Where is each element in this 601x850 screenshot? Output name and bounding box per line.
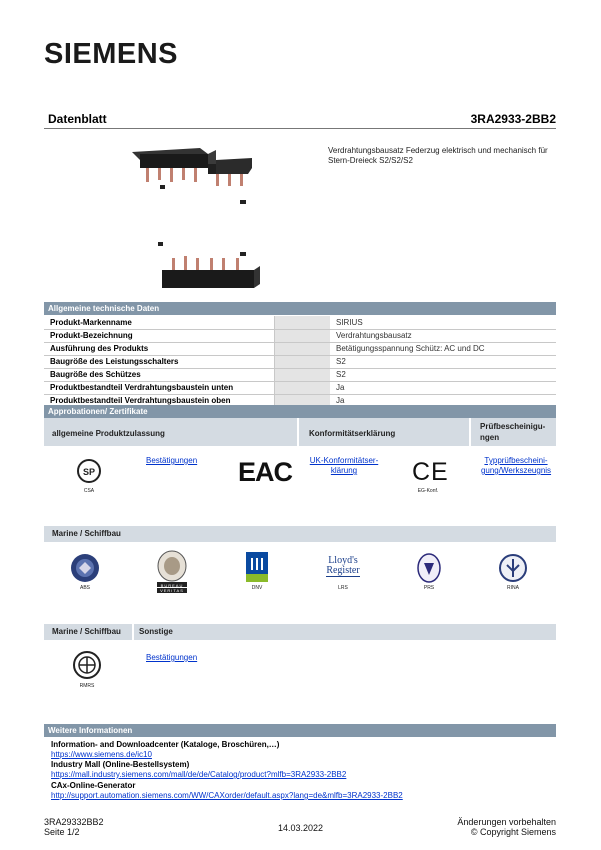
spec-value: Ja [330, 394, 556, 407]
spec-row [44, 381, 556, 394]
link-bestaetigungen-1[interactable]: Bestätigungen [146, 456, 198, 465]
abs-label: ABS [79, 585, 90, 591]
footer-page: Seite 1/2 [44, 827, 80, 837]
spec-row [44, 342, 556, 355]
link-typpruef[interactable]: Typprüfbescheini-gung/Werkszeugnis [480, 456, 552, 475]
spec-key: Produktbestandteil Verdrahtungsbaustein unten [44, 381, 274, 394]
section-approvals-header: Approbationen/ Zertifikate [44, 405, 556, 418]
info-downloadcenter-title: Information- and Downloadcenter (Kataloge, Broschüren,…) [51, 740, 280, 749]
spec-value: S2 [330, 355, 556, 368]
footer-copyright: © Copyright Siemens [470, 827, 556, 837]
dnv-label: DNV [251, 585, 263, 591]
spec-value: Ja [330, 381, 556, 394]
info-industry-mall-title: Industry Mall (Online-Bestellsystem) [51, 760, 190, 769]
spec-value: SIRIUS [330, 316, 556, 329]
lloyds-register-logo-icon: Lloyd's Register [326, 555, 360, 576]
info-cax-link[interactable]: http://support.automation.siemens.com/WW/CAXorder/default.aspx?lang=de&mlfb=3RA2933-2BB2 [51, 791, 403, 800]
info-downloadcenter-link[interactable]: https://www.siemens.de/ic10 [51, 750, 152, 759]
bureau-veritas-label: BUREAU VERITAS [160, 583, 184, 593]
spec-spacer [274, 381, 330, 394]
spec-key: Baugröße des Leistungsschalters [44, 355, 274, 368]
spec-value: S2 [330, 368, 556, 381]
spec-row [44, 329, 556, 342]
link-uk-konformitaet[interactable]: UK-Konformitätser-klärung [309, 456, 379, 475]
csa-label: CSA [83, 488, 95, 494]
rina-logo-icon [498, 553, 528, 583]
footer-date: 14.03.2022 [278, 823, 324, 833]
siemens-logo: SIEMENS [44, 38, 179, 70]
spec-row [44, 368, 556, 381]
spec-key: Ausführung des Produkts [44, 342, 274, 355]
rina-label: RINA [507, 585, 519, 591]
prs-label: PRS [423, 585, 435, 591]
general-spec-table [44, 316, 556, 408]
spec-spacer [274, 329, 330, 342]
spec-value: Verdrahtungsbausatz [330, 329, 556, 342]
spec-spacer [274, 355, 330, 368]
spec-value: Betätigungsspannung Schütz: AC und DC [330, 342, 556, 355]
spec-row [44, 316, 556, 329]
spec-spacer [274, 316, 330, 329]
footer-order-number: 3RA29332BB2 [44, 817, 104, 827]
eac-logo-icon: EAC [238, 457, 293, 487]
approvals-col-general: allgemeine Produktzulassung [44, 418, 297, 446]
approvals-col-test: Prüfbescheinigu-ngen [471, 418, 556, 446]
rmrs-logo-icon [72, 650, 102, 680]
spec-key: Baugröße des Schützes [44, 368, 274, 381]
product-image [120, 140, 270, 295]
doc-title: Datenblatt [48, 112, 107, 126]
lrs-label: LRS [338, 585, 348, 591]
info-industry-mall-link[interactable]: https://mall.industry.siemens.com/mall/de/de/Catalog/product?mlfb=3RA2933-2BB2 [51, 770, 347, 779]
link-bestaetigungen-2[interactable]: Bestätigungen [146, 653, 198, 662]
footer-changes: Änderungen vorbehalten [457, 817, 556, 827]
product-description: Verdrahtungsbausatz Federzug elektrisch und mechanisch für Stern-Dreieck S2/S2/S2 [328, 146, 548, 165]
svg-text:SP: SP [82, 467, 96, 477]
spec-spacer [274, 342, 330, 355]
rmrs-label: RMRS [79, 683, 95, 689]
csa-logo-icon [74, 456, 104, 492]
ce-logo-icon: CE [412, 458, 449, 486]
section-general-header: Allgemeine technische Daten [44, 302, 556, 315]
marine-header: Marine / Schiffbau [44, 526, 556, 542]
product-number: 3RA2933-2BB2 [470, 112, 556, 126]
spec-key: Produkt-Markenname [44, 316, 274, 329]
marine2-col-sonstige: Sonstige [134, 624, 556, 640]
header-divider [44, 128, 556, 129]
approvals-col-conformity: Konformitätserklärung [299, 418, 469, 446]
ce-label: EG-Konf. [417, 488, 439, 494]
dnv-logo-icon [246, 552, 268, 584]
spec-row [44, 355, 556, 368]
spec-key: Produkt-Bezeichnung [44, 329, 274, 342]
marine2-col-marine: Marine / Schiffbau [44, 624, 132, 640]
spec-key: Produktbestandteil Verdrahtungsbaustein oben [44, 394, 274, 407]
abs-logo-icon [70, 553, 100, 583]
spec-spacer [274, 368, 330, 381]
prs-logo-icon [416, 553, 442, 583]
info-cax-title: CAx-Online-Generator [51, 781, 136, 790]
section-further-header: Weitere Informationen [44, 724, 556, 737]
